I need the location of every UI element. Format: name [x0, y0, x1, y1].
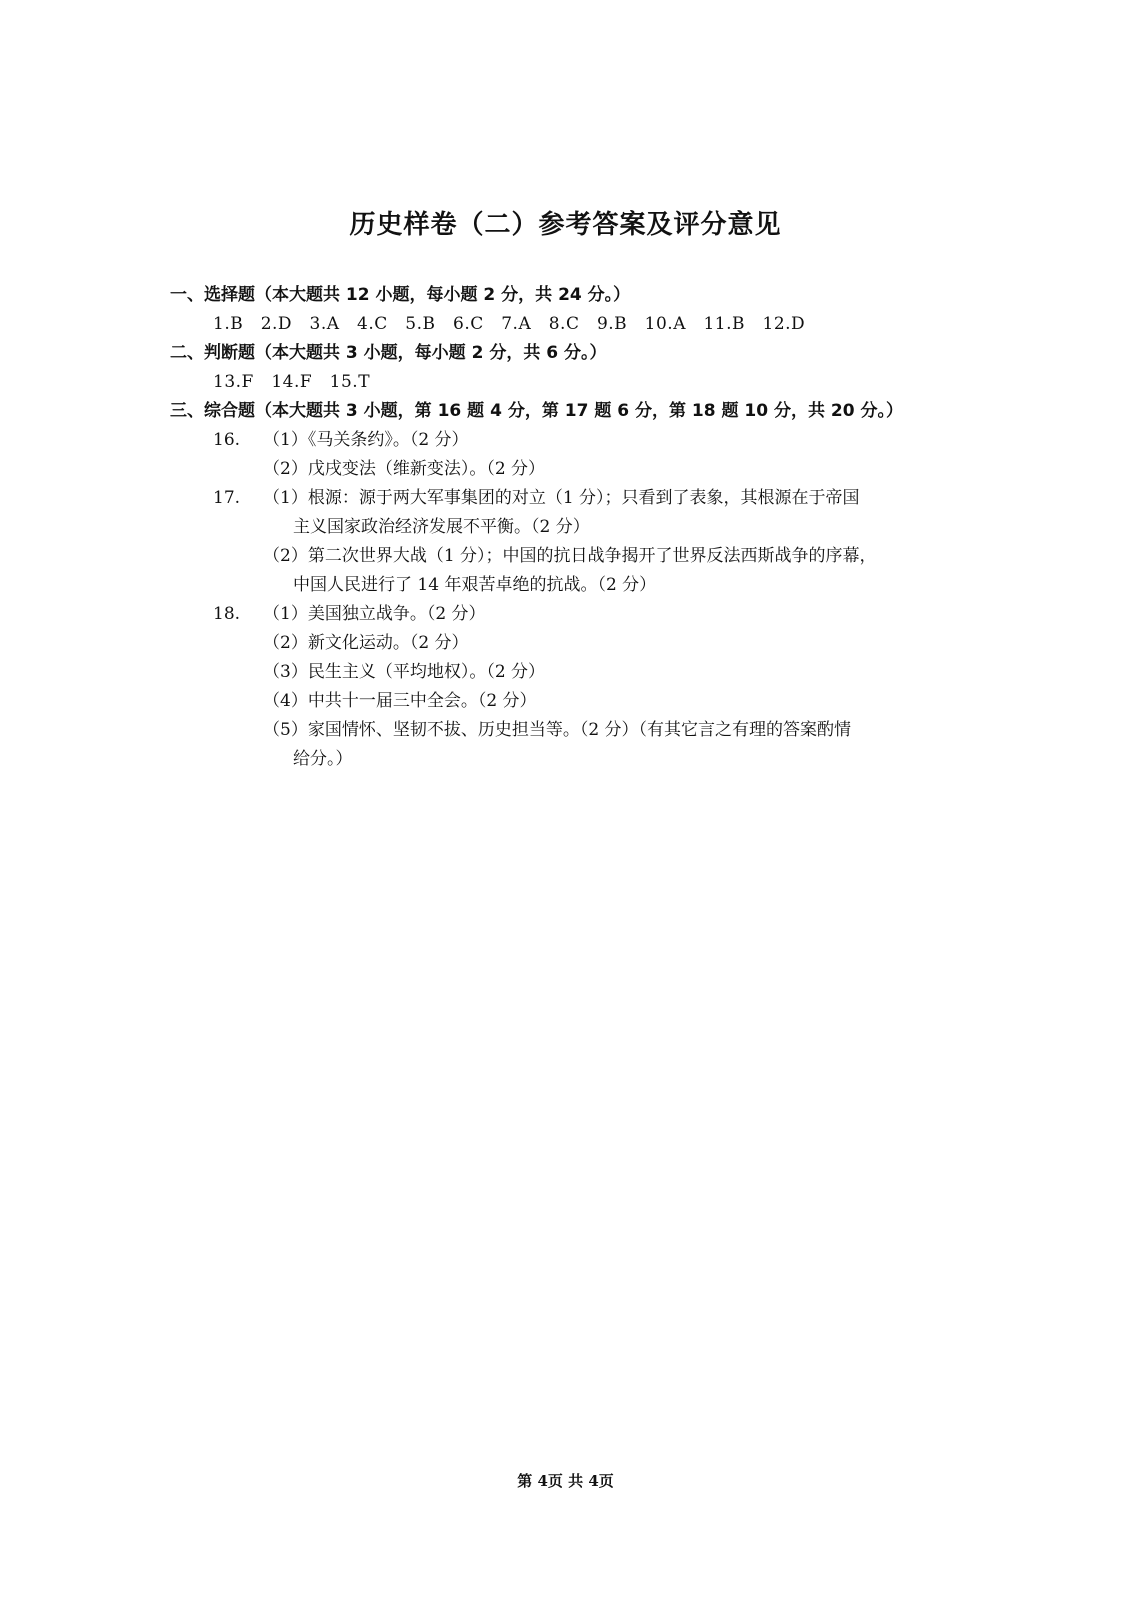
- section-2-answers: 13.F 14.F 15.T: [213, 372, 371, 392]
- question-17-answer-2: （2）第二次世界大战（1 分）；中国的抗日战争揭开了世界反法西斯战争的序幕，: [263, 546, 877, 566]
- question-17-answer-1-continued: 主义国家政治经济发展不平衡。（2 分）: [293, 517, 590, 537]
- question-18-answer-3: （3）民生主义（平均地权）。（2 分）: [263, 662, 546, 682]
- question-17-number: 17.: [213, 488, 241, 508]
- question-18-answer-5: （5）家国情怀、坚韧不拔、历史担当等。（2 分）（有其它言之有理的答案酌情: [263, 720, 852, 740]
- question-17-answer-1: （1）根源：源于两大军事集团的对立（1 分）；只看到了表象，其根源在于帝国: [263, 488, 860, 508]
- question-17-answer-2-continued: 中国人民进行了 14 年艰苦卓绝的抗战。（2 分）: [293, 575, 657, 595]
- question-18-answer-4: （4）中共十一届三中全会。（2 分）: [263, 691, 537, 711]
- question-18-answer-5-continued: 给分。）: [293, 749, 353, 769]
- section-2-heading: 二、判断题（本大题共 3 小题，每小题 2 分，共 6 分。）: [170, 343, 607, 363]
- section-1-heading: 一、选择题（本大题共 12 小题，每小题 2 分，共 24 分。）: [170, 285, 631, 305]
- section-3-heading: 三、综合题（本大题共 3 小题，第 16 题 4 分，第 17 题 6 分，第 18 题 10 分，共 20 分。）: [170, 401, 903, 421]
- question-18-number: 18.: [213, 604, 241, 624]
- question-18-answer-2: （2）新文化运动。（2 分）: [263, 633, 469, 653]
- question-16-answer-1: （1）《马关条约》。（2 分）: [263, 430, 469, 450]
- question-18-answer-1: （1）美国独立战争。（2 分）: [263, 604, 486, 624]
- section-1-answers: 1.B 2.D 3.A 4.C 5.B 6.C 7.A 8.C 9.B 10.A 11.B 12.D: [213, 314, 806, 334]
- page-footer: 第 4页 共 4页: [517, 1472, 614, 1490]
- question-16-answer-2: （2）戊戌变法（维新变法）。（2 分）: [263, 459, 546, 479]
- question-16-number: 16.: [213, 430, 241, 450]
- page-title: 历史样卷（二）参考答案及评分意见: [349, 210, 782, 240]
